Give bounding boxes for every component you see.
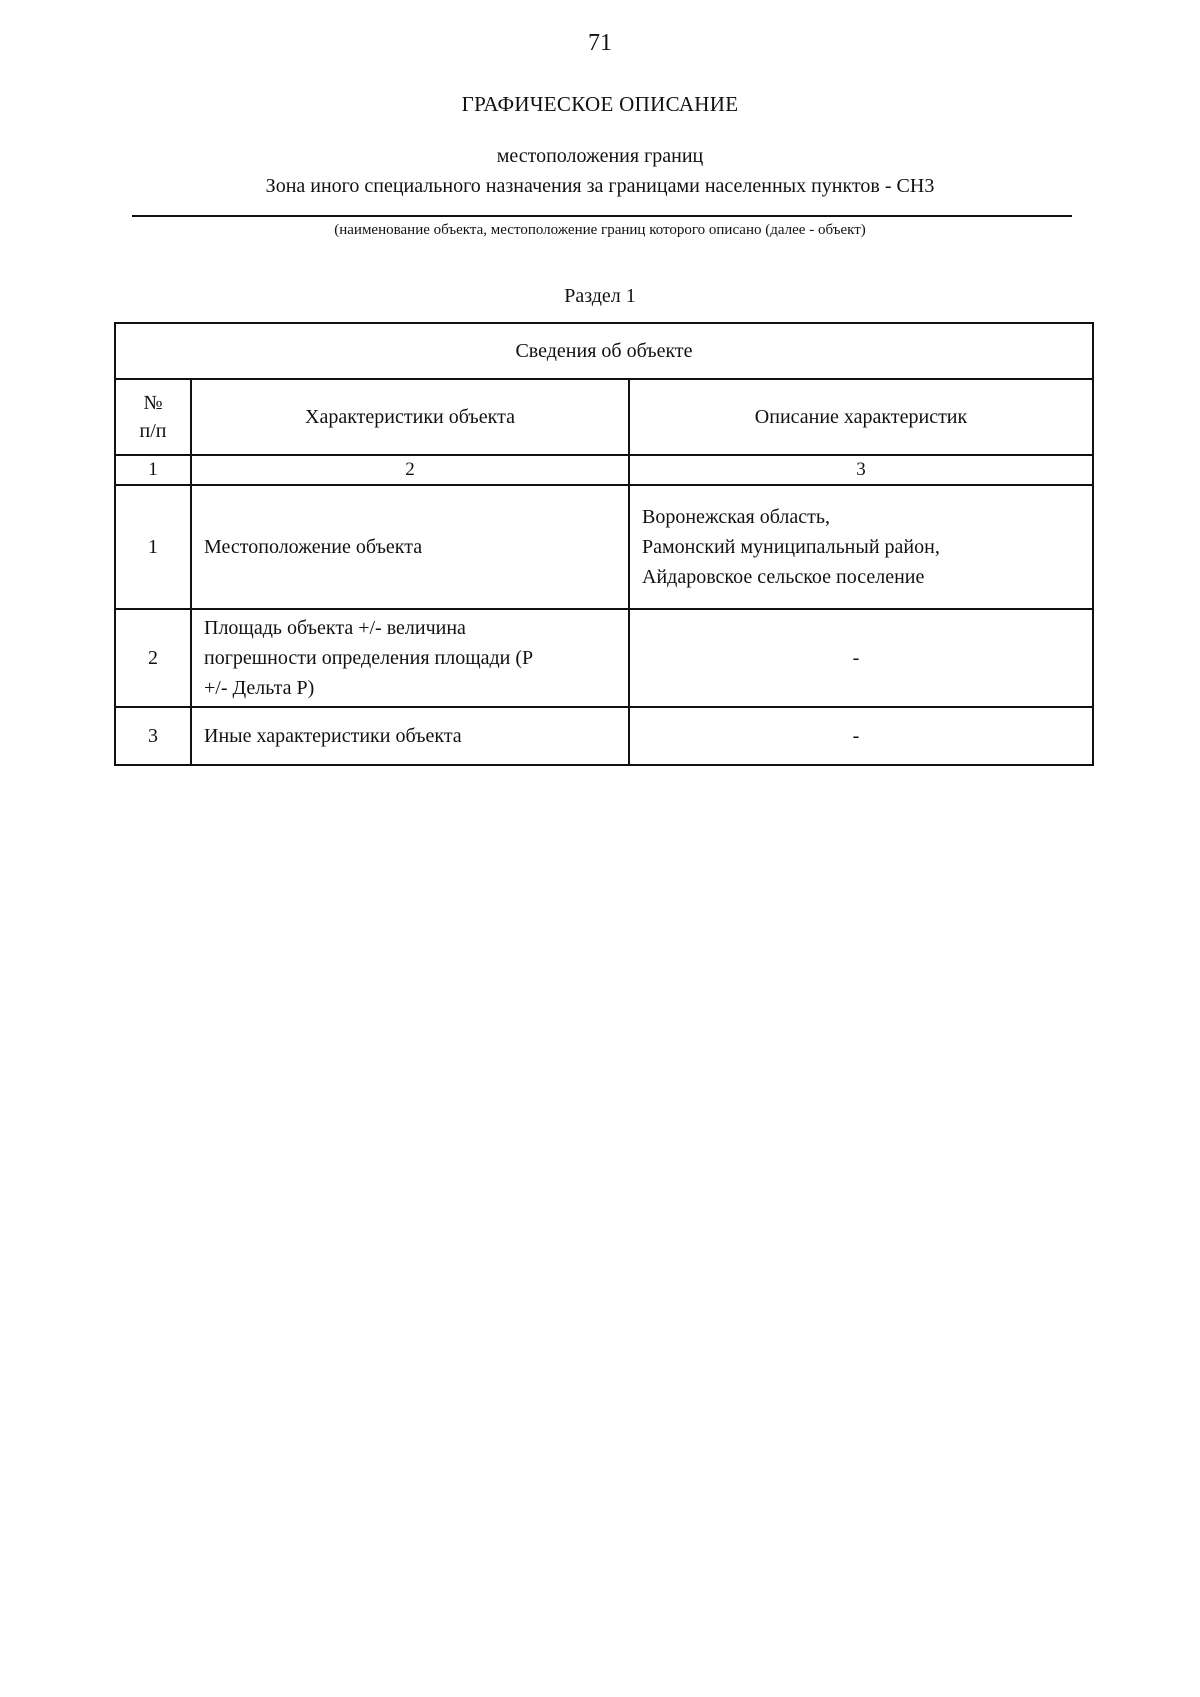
table-row: [115, 609, 1093, 707]
document-subtitle-line-1: местоположения границ: [496, 145, 704, 167]
section-label: Раздел 1: [564, 285, 636, 307]
header-number: [115, 379, 191, 455]
row-characteristic: Иные характеристики объекта: [191, 707, 629, 765]
row-description: -: [629, 609, 1093, 707]
object-info-table: [114, 322, 1094, 766]
description-line: Айдаровское сельское поселение: [642, 566, 925, 588]
document-title: ГРАФИЧЕСКОЕ ОПИСАНИЕ: [461, 92, 739, 116]
characteristic-line: Площадь объекта +/- величина: [204, 617, 466, 639]
row-description: -: [629, 707, 1093, 765]
table-caption: Сведения об объекте: [115, 323, 1093, 379]
table-caption-row: [115, 323, 1093, 379]
object-name-caption: (наименование объекта, местоположение границ которого описано (далее - объект): [334, 222, 866, 238]
row-characteristic: [191, 609, 629, 707]
table-header-row: [115, 379, 1093, 455]
row-description: [629, 485, 1093, 609]
row-number: 3: [115, 707, 191, 765]
row-number: 1: [115, 485, 191, 609]
table-row: [115, 707, 1093, 765]
title-underline: [132, 215, 1072, 217]
header-description: Описание характеристик: [629, 379, 1093, 455]
column-index-2: 2: [191, 455, 629, 485]
description-line: Воронежская область,: [642, 506, 831, 528]
column-index-row: [115, 455, 1093, 485]
column-index-3: 3: [629, 455, 1093, 485]
characteristic-line: +/- Дельта Р): [204, 677, 315, 699]
column-index-1: 1: [115, 455, 191, 485]
table-row: [115, 485, 1093, 609]
header-characteristics: Характеристики объекта: [191, 379, 629, 455]
description-line: Рамонский муниципальный район,: [642, 536, 940, 558]
page-number: 71: [588, 30, 612, 56]
document-subtitle-line-2: Зона иного специального назначения за границами населенных пунктов - СН3: [265, 175, 935, 197]
row-number: 2: [115, 609, 191, 707]
characteristic-line: погрешности определения площади (Р: [204, 647, 534, 669]
row-characteristic: Местоположение объекта: [191, 485, 629, 609]
header-number-line-2: п/п: [139, 420, 167, 442]
header-number-line-1: №: [143, 392, 163, 414]
